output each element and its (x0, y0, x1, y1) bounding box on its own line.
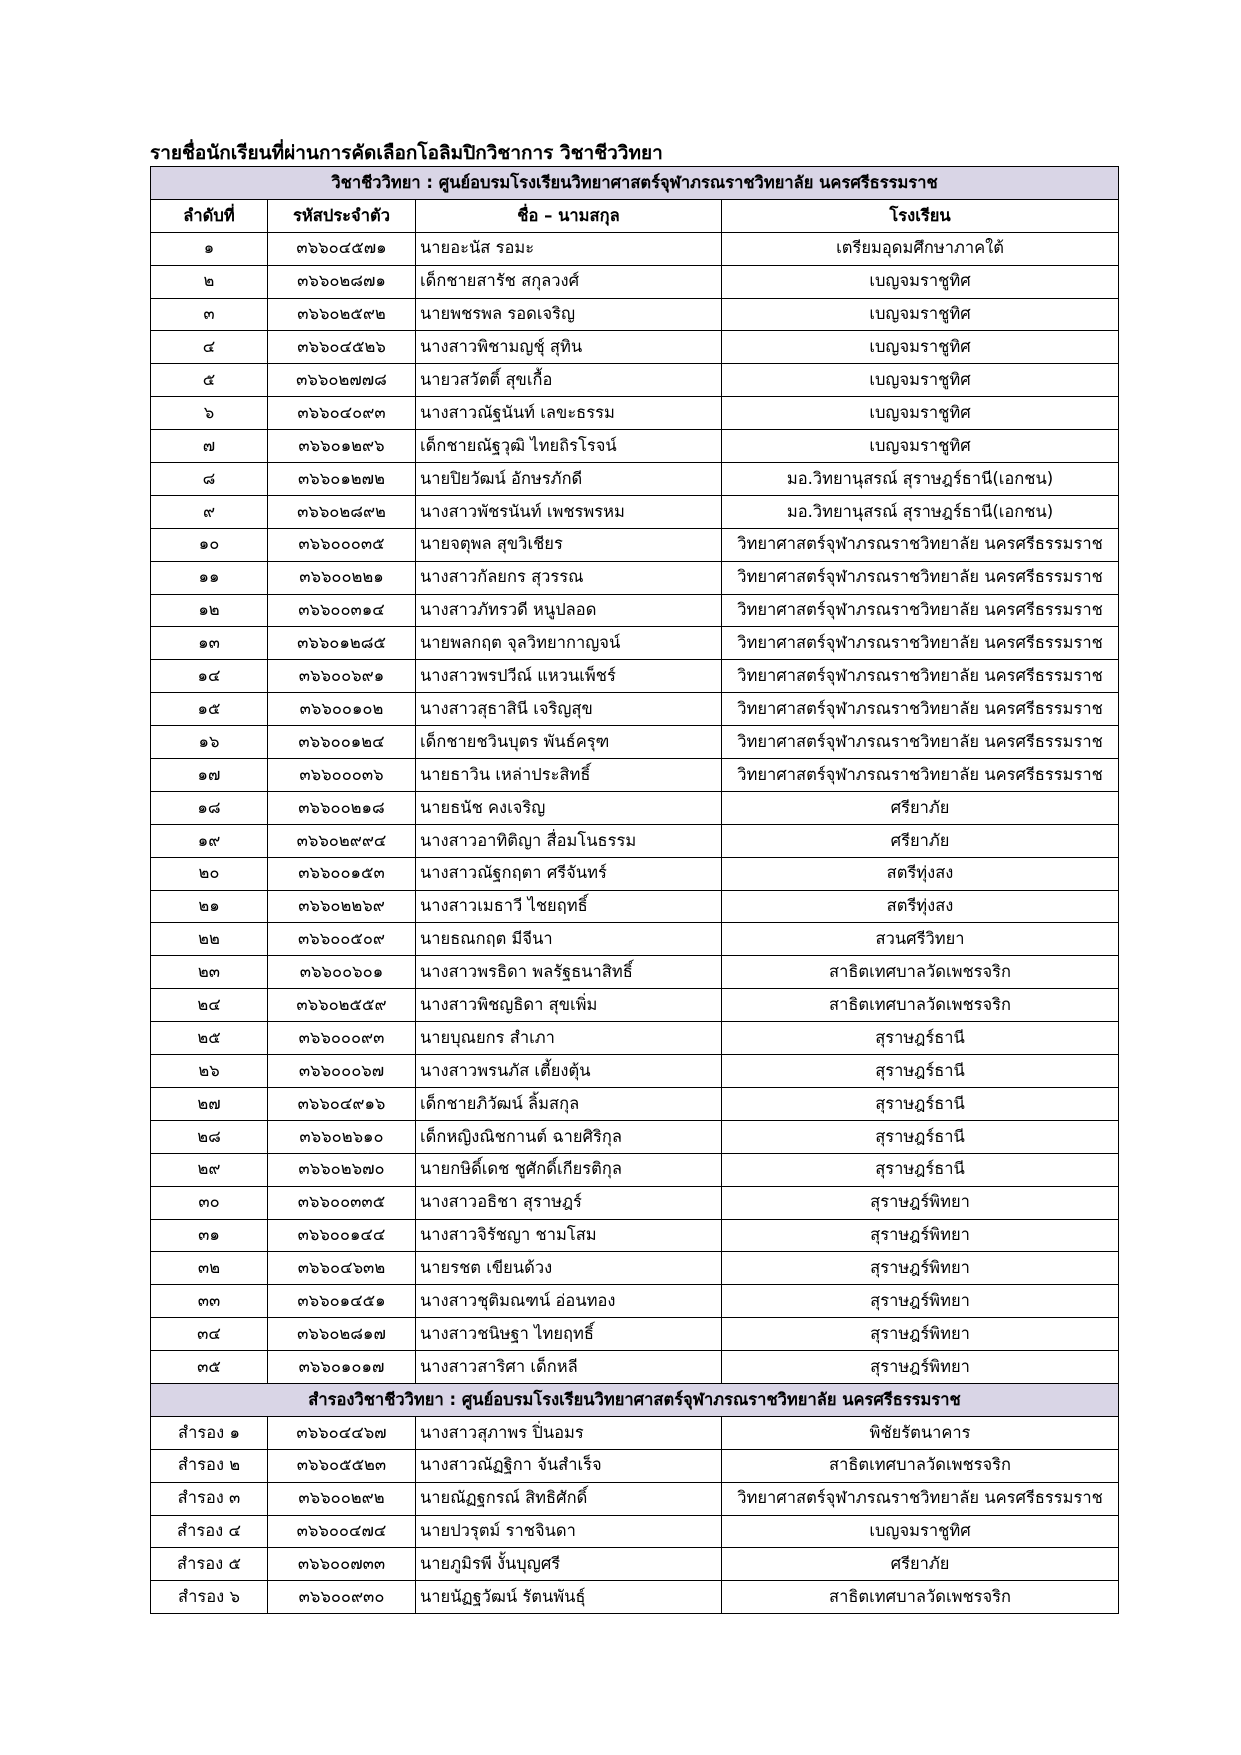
cell-school: สุราษฎร์ธานี (722, 1022, 1119, 1055)
cell-student-id: ๓๖๖๐๔๐๙๓ (268, 397, 416, 430)
cell-number: ๖ (151, 397, 268, 430)
cell-number: ๒๑ (151, 890, 268, 923)
cell-student-name: นางสาวพรปวีณ์ แหวนเพ็ชร์ (416, 660, 722, 693)
table-row (151, 265, 1119, 298)
cell-student-id: ๓๖๖๐๔๕๒๖ (268, 331, 416, 364)
table-row (151, 989, 1119, 1022)
table-row (151, 1581, 1119, 1614)
cell-school: สวนศรีวิทยา (722, 923, 1119, 956)
cell-school: สุราษฎร์พิทยา (722, 1351, 1119, 1384)
table-row (151, 1449, 1119, 1482)
cell-student-name: นายธาวิน เหล่าประสิทธิ์ (416, 759, 722, 792)
table-row (151, 331, 1119, 364)
table-row (151, 561, 1119, 594)
cell-school: เบญจมราชูทิศ (722, 298, 1119, 331)
cell-student-name: นางสาวพิชามญชุ์ สุทิน (416, 331, 722, 364)
cell-school: เตรียมอุดมศึกษาภาคใต้ (722, 232, 1119, 265)
student-table-body (151, 167, 1119, 1614)
cell-student-id: ๓๖๖๐๒๖๑๐ (268, 1120, 416, 1153)
table-row (151, 956, 1119, 989)
cell-student-name: นายภูมิรพี งั้นบุญศรี (416, 1548, 722, 1581)
cell-number: ๑๕ (151, 693, 268, 726)
section-header-reserve (151, 1383, 1119, 1416)
cell-number: สำรอง ๓ (151, 1482, 268, 1515)
cell-number: สำรอง ๒ (151, 1449, 268, 1482)
cell-student-id: ๓๖๖๐๐๐๓๖ (268, 759, 416, 792)
table-row (151, 1351, 1119, 1384)
section-header-main (151, 167, 1119, 200)
cell-school: สตรีทุ่งสง (722, 890, 1119, 923)
cell-school: สุราษฎร์ธานี (722, 1055, 1119, 1088)
table-row (151, 824, 1119, 857)
cell-student-name: นายรชต เขียนด้วง (416, 1252, 722, 1285)
cell-student-name: นายวสวัตติ์ สุขเกื้อ (416, 364, 722, 397)
cell-number: ๑๓ (151, 627, 268, 660)
cell-number: ๑๖ (151, 726, 268, 759)
table-row (151, 1219, 1119, 1252)
cell-number: สำรอง ๔ (151, 1515, 268, 1548)
cell-school: วิทยาศาสตร์จุฬาภรณราชวิทยาลัย นครศรีธรรมราช (722, 693, 1119, 726)
cell-number: ๒๔ (151, 989, 268, 1022)
cell-student-name: นายธนัช คงเจริญ (416, 791, 722, 824)
cell-school: สุราษฎร์พิทยา (722, 1186, 1119, 1219)
cell-student-id: ๓๖๖๐๐๐๖๗ (268, 1055, 416, 1088)
cell-number: ๒๕ (151, 1022, 268, 1055)
cell-student-id: ๓๖๖๐๒๙๙๔ (268, 824, 416, 857)
cell-number: ๑๗ (151, 759, 268, 792)
cell-school: สาธิตเทศบาลวัดเพชรจริก (722, 1449, 1119, 1482)
cell-school: สุราษฎร์ธานี (722, 1153, 1119, 1186)
student-table (150, 166, 1119, 1614)
cell-school: เบญจมราชูทิศ (722, 397, 1119, 430)
cell-school: วิทยาศาสตร์จุฬาภรณราชวิทยาลัย นครศรีธรรมราช (722, 660, 1119, 693)
cell-number: สำรอง ๑ (151, 1416, 268, 1449)
cell-school: วิทยาศาสตร์จุฬาภรณราชวิทยาลัย นครศรีธรรมราช (722, 528, 1119, 561)
cell-student-id: ๓๖๖๐๐๗๓๓ (268, 1548, 416, 1581)
cell-number: ๔ (151, 331, 268, 364)
cell-student-id: ๓๖๖๐๐๒๙๒ (268, 1482, 416, 1515)
cell-student-id: ๓๖๖๐๒๘๑๗ (268, 1318, 416, 1351)
cell-student-name: นางสาวพรนภัส เตี้ยงตุ้น (416, 1055, 722, 1088)
cell-student-id: ๓๖๖๐๒๕๕๙ (268, 989, 416, 1022)
cell-number: ๗ (151, 430, 268, 463)
section-title-main: วิชาชีววิทยา : ศูนย์อบรมโรงเรียนวิทยาศาสตร์จุฬาภรณราชวิทยาลัย นครศรีธรรมราช (151, 167, 1119, 200)
cell-school: เบญจมราชูทิศ (722, 331, 1119, 364)
cell-student-id: ๓๖๖๐๒๖๗๐ (268, 1153, 416, 1186)
cell-student-name: นายอะนัส รอมะ (416, 232, 722, 265)
cell-number: ๑ (151, 232, 268, 265)
cell-student-name: นางสาวอาทิติญา สื่อมโนธรรม (416, 824, 722, 857)
cell-number: ๒๓ (151, 956, 268, 989)
cell-student-id: ๓๖๖๐๑๐๑๗ (268, 1351, 416, 1384)
cell-student-id: ๓๖๖๐๐๒๒๑ (268, 561, 416, 594)
cell-student-name: นางสาวชุติมณฑน์ อ่อนทอง (416, 1285, 722, 1318)
table-row (151, 463, 1119, 496)
table-row (151, 1186, 1119, 1219)
cell-school: สตรีทุ่งสง (722, 857, 1119, 890)
cell-school: เบญจมราชูทิศ (722, 265, 1119, 298)
cell-student-name: นายจตุพล สุขวิเชียร (416, 528, 722, 561)
cell-number: ๓๓ (151, 1285, 268, 1318)
cell-student-name: นางสาวเมธาวี ไชยฤทธิ์ (416, 890, 722, 923)
table-row (151, 1087, 1119, 1120)
cell-student-id: ๓๖๖๐๕๕๒๓ (268, 1449, 416, 1482)
cell-student-id: ๓๖๖๐๑๒๘๕ (268, 627, 416, 660)
table-row (151, 726, 1119, 759)
cell-school: วิทยาศาสตร์จุฬาภรณราชวิทยาลัย นครศรีธรรมราช (722, 759, 1119, 792)
table-row (151, 1120, 1119, 1153)
cell-student-name: เด็กชายชวินบุตร พันธ์ครุฑ (416, 726, 722, 759)
cell-school: มอ.วิทยานุสรณ์ สุราษฎร์ธานี(เอกชน) (722, 463, 1119, 496)
cell-student-name: นางสาวพรธิดา พลรัฐธนาสิทธิ์ (416, 956, 722, 989)
cell-student-id: ๓๖๖๐๒๘๙๒ (268, 495, 416, 528)
cell-school: สาธิตเทศบาลวัดเพชรจริก (722, 956, 1119, 989)
cell-student-id: ๓๖๖๐๒๘๗๑ (268, 265, 416, 298)
cell-school: มอ.วิทยานุสรณ์ สุราษฎร์ธานี(เอกชน) (722, 495, 1119, 528)
table-row (151, 890, 1119, 923)
table-row (151, 791, 1119, 824)
table-row (151, 430, 1119, 463)
cell-school: ศรียาภัย (722, 1548, 1119, 1581)
cell-school: วิทยาศาสตร์จุฬาภรณราชวิทยาลัย นครศรีธรรมราช (722, 627, 1119, 660)
cell-student-name: นายพลกฤต จุลวิทยากาญจน์ (416, 627, 722, 660)
cell-student-id: ๓๖๖๐๑๒๗๒ (268, 463, 416, 496)
cell-number: ๒๒ (151, 923, 268, 956)
cell-student-name: นางสาวสุธาสินี เจริญสุข (416, 693, 722, 726)
column-header-name: ชื่อ – นามสกุล (416, 199, 722, 232)
cell-student-name: นางสาวกัลยกร สุวรรณ (416, 561, 722, 594)
section-title-reserve: สำรองวิชาชีววิทยา : ศูนย์อบรมโรงเรียนวิทยาศาสตร์จุฬาภรณราชวิทยาลัย นครศรีธรรมราช (151, 1383, 1119, 1416)
cell-student-name: นางสาวณัฐกฤตา ศรีจันทร์ (416, 857, 722, 890)
cell-student-id: ๓๖๖๐๐๕๐๙ (268, 923, 416, 956)
cell-student-id: ๓๖๖๐๐๐๓๕ (268, 528, 416, 561)
cell-student-id: ๓๖๖๐๐๑๔๔ (268, 1219, 416, 1252)
cell-student-id: ๓๖๖๐๔๖๓๒ (268, 1252, 416, 1285)
cell-student-name: นายกษิดิ์เดช ชูศักดิ์เกียรติกุล (416, 1153, 722, 1186)
table-row (151, 857, 1119, 890)
table-row (151, 1055, 1119, 1088)
cell-student-name: นางสาวพิชญธิดา สุขเพิ่ม (416, 989, 722, 1022)
table-row (151, 1548, 1119, 1581)
table-row (151, 495, 1119, 528)
cell-number: ๒ (151, 265, 268, 298)
cell-student-name: นางสาวอธิชา สุราษฎร์ (416, 1186, 722, 1219)
table-row (151, 1252, 1119, 1285)
cell-student-name: นายนัฏฐวัฒน์ รัตนพันธุ์ (416, 1581, 722, 1614)
cell-school: สุราษฎร์ธานี (722, 1087, 1119, 1120)
cell-student-name: นางสาวภัทรวดี หนูปลอด (416, 594, 722, 627)
cell-student-id: ๓๖๖๐๔๙๑๖ (268, 1087, 416, 1120)
cell-school: สุราษฎร์ธานี (722, 1120, 1119, 1153)
table-row (151, 1318, 1119, 1351)
cell-student-name: นางสาวสาริศา เด็กหลี (416, 1351, 722, 1384)
cell-number: ๒๖ (151, 1055, 268, 1088)
table-row (151, 528, 1119, 561)
cell-number: ๑๑ (151, 561, 268, 594)
table-row (151, 1285, 1119, 1318)
table-row (151, 1515, 1119, 1548)
cell-school: สาธิตเทศบาลวัดเพชรจริก (722, 989, 1119, 1022)
cell-student-name: นายณัฏฐกรณ์ สิทธิศักดิ์ (416, 1482, 722, 1515)
cell-number: ๓๒ (151, 1252, 268, 1285)
cell-number: ๓๑ (151, 1219, 268, 1252)
table-row (151, 594, 1119, 627)
cell-number: ๓๐ (151, 1186, 268, 1219)
cell-number: ๘ (151, 463, 268, 496)
cell-number: ๑๒ (151, 594, 268, 627)
table-row (151, 1022, 1119, 1055)
cell-school: วิทยาศาสตร์จุฬาภรณราชวิทยาลัย นครศรีธรรมราช (722, 561, 1119, 594)
cell-school: เบญจมราชูทิศ (722, 364, 1119, 397)
cell-number: ๒๗ (151, 1087, 268, 1120)
table-row (151, 1416, 1119, 1449)
cell-school: พิชัยรัตนาคาร (722, 1416, 1119, 1449)
cell-student-id: ๓๖๖๐๒๕๙๒ (268, 298, 416, 331)
cell-school: ศรียาภัย (722, 824, 1119, 857)
cell-student-id: ๓๖๖๐๐๖๙๑ (268, 660, 416, 693)
cell-student-name: นายปวรุตม์ ราชจินดา (416, 1515, 722, 1548)
cell-number: ๒๐ (151, 857, 268, 890)
table-row (151, 1153, 1119, 1186)
cell-number: ๓๕ (151, 1351, 268, 1384)
cell-student-id: ๓๖๖๐๐๑๒๔ (268, 726, 416, 759)
cell-student-name: เด็กหญิงณิชกานต์ ฉายศิริกุล (416, 1120, 722, 1153)
cell-student-id: ๓๖๖๐๒๗๗๘ (268, 364, 416, 397)
table-row (151, 693, 1119, 726)
cell-student-id: ๓๖๖๐๑๔๕๑ (268, 1285, 416, 1318)
page-title: รายชื่อนักเรียนที่ผ่านการคัดเลือกโอลิมปิกวิชาการ วิชาชีววิทยา (150, 142, 663, 164)
table-row (151, 364, 1119, 397)
cell-student-name: เด็กชายณัฐวุฒิ ไทยถิรโรจน์ (416, 430, 722, 463)
cell-number: ๒๘ (151, 1120, 268, 1153)
cell-student-id: ๓๖๖๐๐๒๑๘ (268, 791, 416, 824)
column-header-row (151, 199, 1119, 232)
cell-school: วิทยาศาสตร์จุฬาภรณราชวิทยาลัย นครศรีธรรมราช (722, 594, 1119, 627)
cell-student-id: ๓๖๖๐๐๔๗๔ (268, 1515, 416, 1548)
cell-number: ๕ (151, 364, 268, 397)
cell-school: สุราษฎร์พิทยา (722, 1252, 1119, 1285)
table-row (151, 759, 1119, 792)
cell-student-id: ๓๖๖๐๐๓๑๔ (268, 594, 416, 627)
cell-student-id: ๓๖๖๐๒๒๖๙ (268, 890, 416, 923)
cell-school: เบญจมราชูทิศ (722, 1515, 1119, 1548)
cell-student-name: นายพชรพล รอดเจริญ (416, 298, 722, 331)
cell-student-id: ๓๖๖๐๑๒๙๖ (268, 430, 416, 463)
table-row (151, 1482, 1119, 1515)
cell-student-id: ๓๖๖๐๐๑๐๒ (268, 693, 416, 726)
cell-number: ๓๔ (151, 1318, 268, 1351)
cell-student-id: ๓๖๖๐๐๐๙๓ (268, 1022, 416, 1055)
cell-number: ๑๐ (151, 528, 268, 561)
cell-student-id: ๓๖๖๐๔๔๖๗ (268, 1416, 416, 1449)
table-row (151, 232, 1119, 265)
cell-student-name: นางสาวพัชรนันท์ เพชรพรหม (416, 495, 722, 528)
cell-school: ศรียาภัย (722, 791, 1119, 824)
cell-student-id: ๓๖๖๐๐๖๐๑ (268, 956, 416, 989)
cell-student-name: นางสาวชนิษฐา ไทยฤทธิ์ (416, 1318, 722, 1351)
cell-number: สำรอง ๖ (151, 1581, 268, 1614)
cell-student-id: ๓๖๖๐๔๕๗๑ (268, 232, 416, 265)
cell-student-name: เด็กชายสารัช สกุลวงศ์ (416, 265, 722, 298)
cell-student-name: นางสาวณัฏฐิกา จันสำเร็จ (416, 1449, 722, 1482)
cell-student-id: ๓๖๖๐๐๑๕๓ (268, 857, 416, 890)
cell-student-name: นางสาวณัฐนันท์ เลขะธรรม (416, 397, 722, 430)
cell-student-name: นายธณกฤต มีจีนา (416, 923, 722, 956)
cell-student-name: เด็กชายภิวัฒน์ ลิ้มสกุล (416, 1087, 722, 1120)
cell-school: สุราษฎร์พิทยา (722, 1219, 1119, 1252)
cell-student-name: นางสาวจิรัชญา ชามโสม (416, 1219, 722, 1252)
cell-number: ๒๙ (151, 1153, 268, 1186)
cell-number: สำรอง ๕ (151, 1548, 268, 1581)
cell-number: ๑๙ (151, 824, 268, 857)
cell-number: ๑๔ (151, 660, 268, 693)
cell-school: เบญจมราชูทิศ (722, 430, 1119, 463)
cell-school: วิทยาศาสตร์จุฬาภรณราชวิทยาลัย นครศรีธรรมราช (722, 1482, 1119, 1515)
column-header-id: รหัสประจำตัว (268, 199, 416, 232)
column-header-number: ลำดับที่ (151, 199, 268, 232)
cell-school: สุราษฎร์พิทยา (722, 1318, 1119, 1351)
table-row (151, 923, 1119, 956)
cell-number: ๓ (151, 298, 268, 331)
cell-school: วิทยาศาสตร์จุฬาภรณราชวิทยาลัย นครศรีธรรมราช (722, 726, 1119, 759)
cell-student-id: ๓๖๖๐๐๙๓๐ (268, 1581, 416, 1614)
cell-student-name: นายบุณยกร สำเภา (416, 1022, 722, 1055)
table-row (151, 298, 1119, 331)
table-row (151, 660, 1119, 693)
cell-student-name: นางสาวสุภาพร ปิ่นอมร (416, 1416, 722, 1449)
table-row (151, 397, 1119, 430)
table-row (151, 627, 1119, 660)
cell-number: ๙ (151, 495, 268, 528)
cell-student-id: ๓๖๖๐๐๓๓๕ (268, 1186, 416, 1219)
cell-school: สาธิตเทศบาลวัดเพชรจริก (722, 1581, 1119, 1614)
cell-number: ๑๘ (151, 791, 268, 824)
column-header-school: โรงเรียน (722, 199, 1119, 232)
cell-school: สุราษฎร์พิทยา (722, 1285, 1119, 1318)
cell-student-name: นายปิยวัฒน์ อักษรภักดี (416, 463, 722, 496)
